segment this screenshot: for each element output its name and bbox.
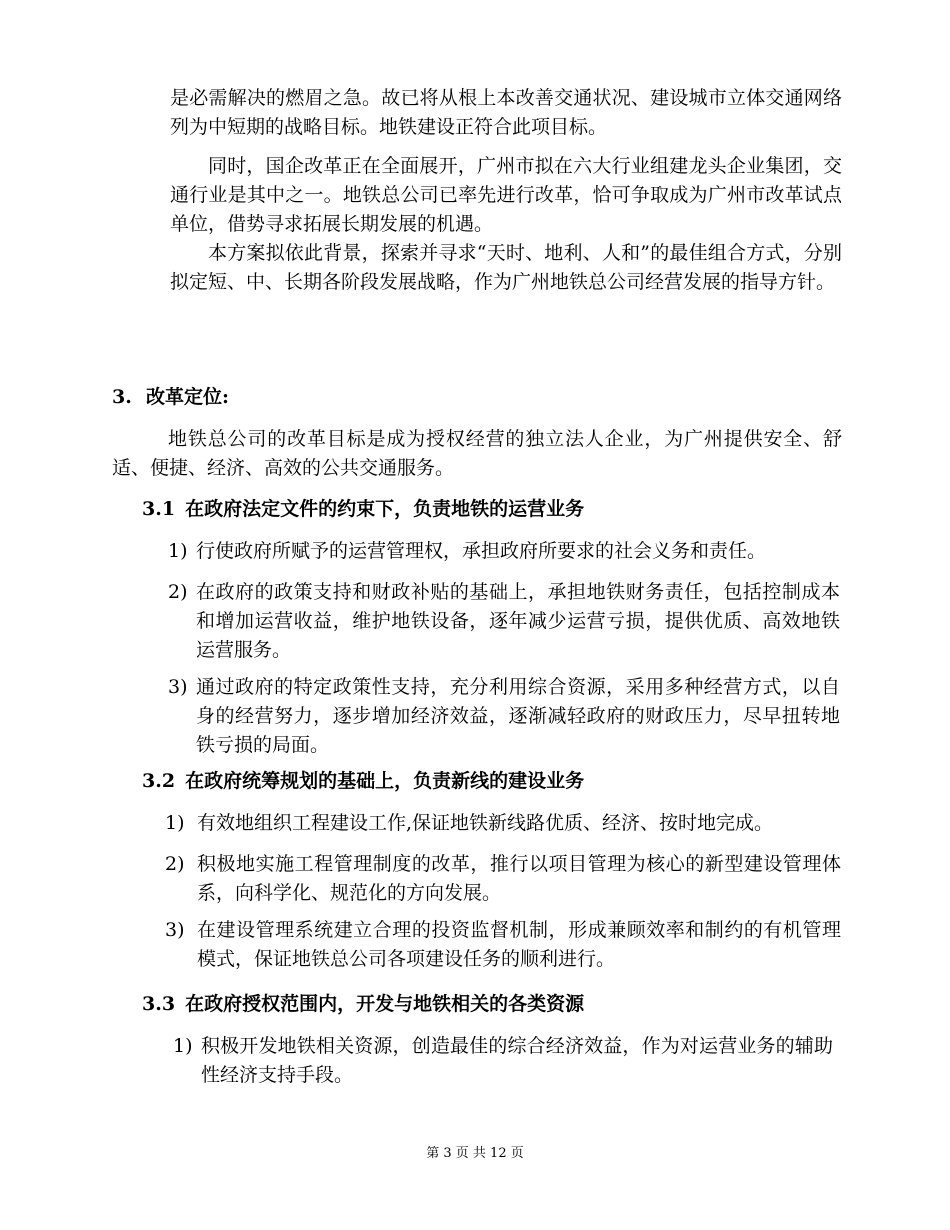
list-item-3-2-3 bbox=[165, 916, 841, 974]
section-3-heading bbox=[112, 382, 229, 409]
section-3-number: 3. bbox=[112, 386, 132, 408]
subsection-3-1-title: 在政府法定文件的约束下，负责地铁的运营业务 bbox=[185, 498, 585, 520]
subsection-3-2-number: 3.2 bbox=[142, 770, 176, 792]
list-item-3-1-1 bbox=[168, 537, 840, 566]
list-item-text: 通过政府的特定政策性支持，充分利用综合资源，采用多种经营方式，以自身的经营努力，逐步增加经济效益，逐渐减轻政府的财政压力，尽早扭转地铁亏损的局面。 bbox=[196, 676, 840, 756]
list-item-number: 1) bbox=[173, 1035, 193, 1057]
subsection-3-2-title: 在政府统筹规划的基础上，负责新线的建设业务 bbox=[185, 770, 585, 792]
list-item-number: 3) bbox=[165, 919, 185, 941]
list-item-3-2-2 bbox=[165, 850, 841, 908]
subsection-3-3-title: 在政府授权范围内，开发与地铁相关的各类资源 bbox=[185, 993, 585, 1015]
list-item-3-2-1 bbox=[165, 809, 841, 838]
intro-paragraph-2: 同时，国企改革正在全面展开，广州市拟在六大行业组建龙头企业集团，交通行业是其中之一。地铁总公司已率先进行改革，恰可争取成为广州市改革试点单位，借势寻求拓展长期发展的机遇。 bbox=[170, 155, 842, 235]
intro-paragraph-3: 本方案拟依此背景，探索并寻求“天时、地利、人和”的最佳组合方式，分别拟定短、中、长期各阶段发展战略，作为广州地铁总公司经营发展的指导方针。 bbox=[170, 242, 842, 293]
list-item-number: 2) bbox=[168, 581, 188, 603]
list-item-text: 有效地组织工程建设工作,保证地铁新线路优质、经济、按时地完成。 bbox=[197, 812, 774, 834]
list-item-3-1-3 bbox=[168, 673, 840, 760]
intro-paragraph-1: 是必需解决的燃眉之急。故已将从根上本改善交通状况、建设城市立体交通网络列为中短期的战略目标。地铁建设正符合此项目标。 bbox=[170, 87, 842, 138]
subsection-3-1-heading bbox=[142, 494, 584, 521]
list-item-number: 1) bbox=[168, 540, 188, 562]
list-item-3-3-1 bbox=[173, 1032, 833, 1090]
subsection-3-3-number: 3.3 bbox=[142, 993, 176, 1015]
subsection-3-1-number: 3.1 bbox=[142, 498, 176, 520]
list-item-number: 2) bbox=[165, 853, 185, 875]
list-item-3-1-2 bbox=[168, 578, 840, 665]
section-3-title: 改革定位: bbox=[146, 386, 230, 408]
list-item-text: 积极地实施工程管理制度的改革，推行以项目管理为核心的新型建设管理体系，向科学化、规范化的方向发展。 bbox=[197, 853, 841, 904]
section-3-body: 地铁总公司的改革目标是成为授权经营的独立法人企业，为广州提供安全、舒适、便捷、经济、高效的公共交通服务。 bbox=[112, 428, 842, 479]
subsection-3-2-heading bbox=[142, 766, 584, 793]
subsection-3-3-heading bbox=[142, 989, 584, 1016]
page-number-footer: 第 3 页 共 12 页 bbox=[426, 1146, 524, 1161]
list-item-text: 积极开发地铁相关资源，创造最佳的综合经济效益，作为对运营业务的辅助性经济支持手段。 bbox=[201, 1035, 833, 1086]
list-item-number: 3) bbox=[168, 676, 188, 698]
list-item-text: 行使政府所赋予的运营管理权，承担政府所要求的社会义务和责任。 bbox=[196, 540, 767, 562]
list-item-number: 1) bbox=[165, 812, 185, 834]
list-item-text: 在政府的政策支持和财政补贴的基础上，承担地铁财务责任，包括控制成本和增加运营收益，维护地铁设备，逐年减少运营亏损，提供优质、高效地铁运营服务。 bbox=[196, 581, 840, 661]
list-item-text: 在建设管理系统建立合理的投资监督机制，形成兼顾效率和制约的有机管理模式，保证地铁总公司各项建设任务的顺利进行。 bbox=[197, 919, 841, 970]
